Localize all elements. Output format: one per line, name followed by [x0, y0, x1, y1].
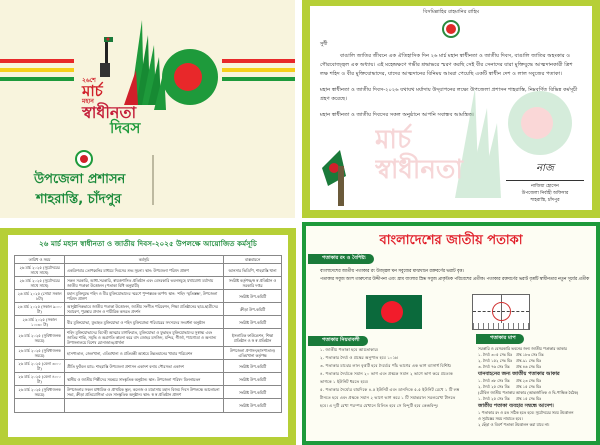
rules-list	[320, 346, 460, 410]
schedule-title: ২৬ মার্চ মহান স্বাধীনতা ও জাতীয় দিবস-২০২৫ উপলক্ষে আয়োজিত কর্মসূচি	[39, 239, 257, 248]
cover-card	[0, 0, 295, 218]
cell-implementer: সংশ্লিষ্ট উপ-কমিটি	[224, 360, 282, 373]
table-row	[15, 360, 282, 373]
signatory-name: নাজিয়া হোসেন	[531, 184, 559, 189]
tricolor-stripes-right	[222, 59, 295, 86]
svg-text:স্বাধীনতা: স্বাধীনতা	[375, 155, 463, 185]
cell-date: ২৬ মার্চ ২০২৫ (সুবিধাজনক সময়ে)	[15, 386, 65, 399]
measure-heading: সরকারি ও বেসরকারি ভবনের জন্য জাতীয় পতাকার আকার	[478, 346, 567, 351]
paragraph-2: মহান স্বাধীনতা ও জাতীয় দিবস-২০২৬ যথাযথ মর্যাদায় উদ্‌যাপনের লক্ষ্যে উপজেলা প্রশাসন শাহরাস্তি, নিম্নবর্ণিত বিভিন্ন কর্মসূচী গ্রহণ করেছে।	[320, 87, 578, 102]
size-row: ১. দৈর্ঘ্য ৩০৫ সেঃ মিঃ প্রস্থ ১৮৩ সেঃ মিঃ	[478, 352, 544, 357]
section-measure-heading: পতাকার মাপ	[476, 334, 524, 344]
government-emblem-icon	[75, 150, 93, 168]
signatory-designation: উপজেলা নির্বাহী অফিসার	[521, 191, 569, 196]
paragraph-1: বাঙালি জাতির জীবনে এক ঐতিহাসিক দিন ২৬ মার্চ মহান স্বাধীনতা ও জাতীয় দিবস, বাঙালি জাতির অহংকার ও গৌরবোজ্জ্বল এক অধ্যায়। এই মহেন্দ্রক্ষণে গভীর শ্রদ্ধাভরে স্মরণ করছি সেই বীর সেনাদের যারা মুক্তিযুদ্ধে আত্মদানকারী ত্রিশ লক্ষ শহিদ ও বীর মুক্তিযোদ্ধাদের, যাদের আত্মদানের বিনিময় আমরা পেয়েছি একটি স্বাধীন দেশ ও লাল সবুজের পতাকা।	[320, 53, 573, 77]
table-row	[15, 329, 282, 347]
logo-dibos: দিবস	[110, 119, 141, 137]
cell-program: বীর মুক্তিযোদ্ধা, যুদ্ধাহত মুক্তিযোদ্ধা ও শহিদ মুক্তিযোদ্ধা পরিবারের সদস্যদের সংবর্ধনা অনুষ্ঠান	[65, 316, 224, 329]
cell-program: হাসপাতাল, জেলখানা, এতিমখানা ও প্রতিবন্ধী আশ্রমে উন্নতমানের খাবার পরিবেশন	[65, 347, 224, 360]
table-row	[15, 264, 282, 277]
cell-implementer: ক্রীড়া উপ-কমিটি	[224, 303, 282, 316]
logo-date: ২৬শে	[82, 77, 96, 84]
office-name: উপজেলা প্রশাসন	[34, 172, 126, 187]
column-header: কর্মসূচি	[65, 256, 224, 264]
cell-date: ২৬ মার্চ ২০২৫ (সকাল ১০:৩০ টা)	[15, 316, 65, 329]
tricolor-stripes-left	[0, 59, 74, 86]
logo-march: মার্চ	[82, 82, 103, 100]
intro-line: পতাকার সবুজ অংশ তারুণ্যের উদ্দীপনা এবং গ্রাম বাংলার স্নিগ্ধ সবুজ প্রাকৃতিক পরিবেশের প্রতীক। পতাকার রক্তবর্ণের ভরাট বৃত্তটি স্বাধীনতার নতুন সূর্যের প্রতীক	[320, 277, 590, 282]
cell-implementer: ইসলামিক ফাউন্ডেশন, শিক্ষা প্রতিষ্ঠান ও স্ব স্ব প্রতিষ্ঠান	[224, 329, 282, 347]
rule-item: ১. জাতীয় পতাকা হবে আয়তাকার।	[320, 347, 379, 352]
size-row: ২. দৈর্ঘ্য ২৫ সেঃ মিঃ প্রস্থ ১৫ সেঃ মিঃ	[478, 384, 542, 389]
cell-implementer: সংশ্লিষ্ট উপ-কমিটি	[224, 386, 282, 399]
table-row	[15, 399, 282, 413]
schedule-table	[14, 255, 282, 413]
measure-heading: (টেবিল জাতীয় পতাকার আকার (আন্তর্জাতিক ও দ্বি-পাক্ষিক বৈঠক)	[478, 390, 579, 395]
flag-bearer-icon	[318, 146, 358, 206]
poster-title: বাংলাদেশের জাতীয় পতাকা	[379, 233, 523, 248]
cell-program: প্রীতি ফুটবল ম্যাচ: শাহরাস্তি উপজেলা প্রশাসন একাদশ বনাম পৌরসভা একাদশ	[65, 360, 224, 373]
rule-item: ৪. পতাকার দৈর্ঘ্যকে সমান ২০ ভাগ এবং প্রস্থকে সমান ২ ভাগে ভাগ করে প্রত্যেক ভাগকে ১ ইউনিট ধরতে হবে।	[320, 371, 453, 384]
rule-item: ৫. পতাকার দৈর্ঘ্যের বামদিকে ৪.৫ ইউনিট এবং ডানদিকে ৫.৫ ইউনিট রেখে ১ টি লম্ব টানতে হবে এবং প্রস্থকে সমান ২ ভাগে ভাগ করে ১ টি সমান্তরাল সরলরেখা টানতে হবে। এ দুটি রেখা পরস্পর যেখানে মিলিত হবে সে বিন্দুটি হবে কেন্দ্রবিন্দু।	[320, 387, 460, 408]
cell-program: একত্রিশবার তোপধ্বনির মাধ্যমে দিবসের শুভ সূচনা। স্থান: উপজেলা পরিষদ প্রাঙ্গণ	[65, 264, 224, 277]
cell-date: ২৬ মার্চ ২০২৫ (সূর্যোদয়ের সাথে সাথে)	[15, 277, 65, 290]
government-emblem-icon	[442, 20, 460, 38]
cell-implementer: সংশ্লিষ্ট উপ-কমিটি	[224, 290, 282, 303]
table-row	[15, 386, 282, 399]
flag-poster-card	[302, 222, 600, 445]
cell-program: স্থানীয় ও জাতীয় শিল্পীদের সমন্বয়ে সাংস্কৃতিক অনুষ্ঠান। স্থান: উপজেলা পরিষদ মিলনায়তন	[65, 373, 224, 386]
cell-implementer: সংশ্লিষ্ট কর্তৃপক্ষ/স্ব স্ব প্রতিষ্ঠান ও সরকারি দপ্তর	[224, 277, 282, 290]
salutation: সুধী	[320, 41, 328, 47]
cell-implementer: সংশ্লিষ্ট উপ-কমিটি	[224, 399, 282, 413]
column-header: তারিখ ও সময়	[15, 256, 65, 264]
invitation-paper	[310, 6, 592, 210]
logo-swadhinota: স্বাধীনতা	[82, 103, 137, 122]
logo-title	[82, 78, 172, 136]
size-row: ৩. দৈর্ঘ্য ৭৬ সেঃ মিঃ প্রস্থ ৪৬ সেঃ মিঃ	[478, 364, 542, 369]
bangladesh-flag-icon	[366, 295, 422, 329]
schedule-paper	[8, 235, 288, 437]
measure-heading: যানবাহনের জন্য জাতীয় পতাকার আকার	[478, 371, 560, 377]
cell-program: সকল সরকারি, আধা-সরকারি, স্বায়ত্তশাসিত প্রতিষ্ঠান এবং বেসরকারি ভবনসমূহে যথাযোগ্য মর্যাদায় জাতীয় পতাকা উত্তোলন (পতাকা বিধি অনুযায়ী)	[65, 277, 224, 290]
column-header: বাস্তবায়নে	[224, 256, 282, 264]
letter-header: বিসমিল্লাহির রাহমানির রাহিম	[423, 9, 479, 15]
divider	[152, 155, 154, 205]
size-row: ১. দৈর্ঘ্য ৩৮ সেঃ মিঃ প্রস্থ ২৩ সেঃ মিঃ	[478, 378, 542, 383]
cell-date: ২৬ মার্চ ২০২৫ (সূর্যোদয়ের সাথে সাথে)	[15, 264, 65, 277]
signature-scrawl: নাজ	[536, 163, 554, 174]
svg-text:মার্চ: মার্চ	[375, 125, 412, 155]
table-row	[15, 290, 282, 303]
measurements	[478, 346, 594, 428]
cell-implementer: সংশ্লিষ্ট উপ-কমিটি	[224, 373, 282, 386]
cell-program	[65, 399, 224, 413]
intro-text	[320, 268, 590, 284]
table-row	[15, 373, 282, 386]
office-location: শাহরাস্তি, চাঁদপুর	[36, 192, 122, 207]
cell-implementer: উপজেলা প্রশাসন/হাসপাতাল/এতিমখানা কর্তৃপক্ষ	[224, 347, 282, 360]
cell-date: ২৬ মার্চ ২০২৫ (সুবিধাজনক সময়ে)	[15, 329, 65, 347]
cell-date: ২৬ মার্চ ২০২৫ (বেলা ৪:০০ টা)	[15, 373, 65, 386]
table-row	[15, 277, 282, 290]
cell-date: ২৬ মার্চ ২০২৫ (বেলা ৩:০০ টা)	[15, 360, 65, 373]
logo-mohan: মহান	[82, 98, 94, 105]
signature-line	[506, 180, 584, 181]
cell-implementer: সংশ্লিষ্ট উপ-কমিটি	[224, 316, 282, 329]
size-row: ১. দৈর্ঘ্য ২৫ সেঃ মিঃ প্রস্থ ১৫ সেঃ মিঃ	[478, 396, 542, 401]
usage-note: ২ ছেঁড়া ও বিবর্ণ পতাকা উত্তোলন করা যাবে না।	[478, 422, 550, 427]
cell-date	[15, 399, 65, 413]
cell-implementer: আনসার ভিডিপি, শাহরাস্তি থানা	[224, 264, 282, 277]
rule-item: ২. পতাকার দৈর্ঘ্য ও প্রস্থের অনুপাত হবে ১০:৬।	[320, 355, 399, 360]
paragraph-3: মহান স্বাধীনতা ও জাতীয় দিবসের সকল অনুষ্ঠানে আপনি সবান্ধব আমন্ত্রিত।	[320, 112, 474, 118]
section-rules-heading: পতাকার নিয়মাবলী	[308, 336, 368, 346]
cell-date: ২৬ মার্চ ২০২৫ (সুবিধাজনক সময়ে)	[15, 347, 65, 360]
cell-program: মহান মুক্তিযুদ্ধে শহিদ ও বীর মুক্তিযোদ্ধাদের স্মরণে পুষ্পস্তবক অর্পণ। স্থান: 'শহিদ স্মৃতিস্তম্ভ', উপজেলা পরিষদ প্রাঙ্গণ	[65, 290, 224, 303]
cell-program: আনুষ্ঠানিকভাবে জাতীয় পতাকা উত্তোলন, জাতীয় সংগীত পরিবেশন, শিক্ষা প্রতিষ্ঠানের ছাত্র-ছাত্রীদের সমাবেশ, পুরস্কার প্রদান ও শারীরিক কসরত প্রদর্শন	[65, 303, 224, 316]
signatory-location: শাহরাস্তি, চাঁদপুর	[530, 198, 560, 203]
schedule-card	[0, 228, 296, 445]
cell-date: ২৬ মার্চ ২০২৫ (সকাল ৯:০০ টা)	[15, 303, 65, 316]
table-header-row	[15, 256, 282, 264]
usage-note: ও সূর্যাস্তের সময় নামাতে হবে।	[478, 416, 523, 421]
cell-date: ২৬ মার্চ ২০২৫ (সোয়া সকাল ৮টা)	[15, 290, 65, 303]
table-row	[15, 316, 282, 329]
cell-program: উপজেলার সকল মাধ্যমিক ও প্রাথমিক স্কুল, কলেজ ও মাদ্রাসায় মহান বিজয় দিবস উপলক্ষে আলোচনা সভা, ক্রীড়া প্রতিযোগিতা এবং সাংস্কৃতিক অনুষ্ঠান। স্থান: স্ব স্ব প্রতিষ্ঠান প্রাঙ্গণ	[65, 386, 224, 399]
flag-measurement-diagram	[472, 294, 530, 330]
intro-line: বাংলাদেশের জাতীয় পতাকার রং উজ্জ্বল ঘন সবুজের মাঝখানে রক্তবর্ণের ভরাট বৃত্ত।	[320, 269, 464, 274]
signature-block	[506, 161, 584, 204]
flag-poster-paper	[306, 226, 596, 441]
rule-item: ৩. পতাকার মাঝের লাল বৃত্তটি হবে দৈর্ঘ্যের পাঁচ ভাগের এক ভাগ ব্যাসার্ধ বিশিষ্ট।	[320, 363, 452, 368]
invitation-card	[302, 0, 600, 218]
cell-program: শহিদ মুক্তিযোদ্ধাদের বিদেহী আত্মার মাগফিরাত, মুক্তিযোদ্ধা ও যুদ্ধাহত মুক্তিযোদ্ধাদের সুস্বাস্থ্য এবং জাতির শান্তি, সমৃদ্ধি ও অগ্রগতি কামনা করে বাদ জোহর মসজিদ, মন্দির, গীর্জা, প্যাগোডা ও অন্যান্য উপাসনালয়ে বিশেষ মোনাজাত/প্রার্থনা	[65, 329, 224, 347]
measure-heading: জাতীয় পতাকা ব্যবহার সম্বন্ধে আদেশ।	[478, 403, 554, 409]
table-row	[15, 303, 282, 316]
section-colors-heading: পতাকার রং ও বৈশিষ্ট্য	[308, 254, 374, 264]
size-row: ২. দৈর্ঘ্য ১৫২ সেঃ মিঃ প্রস্থ ৯১ সেঃ মিঃ	[478, 358, 542, 363]
table-row	[15, 347, 282, 360]
usage-note: ১ পতাকার রং ও রঙ সঠিক হতে হবে। সূর্যোদয়ের সময় উত্তোলন	[478, 410, 574, 415]
